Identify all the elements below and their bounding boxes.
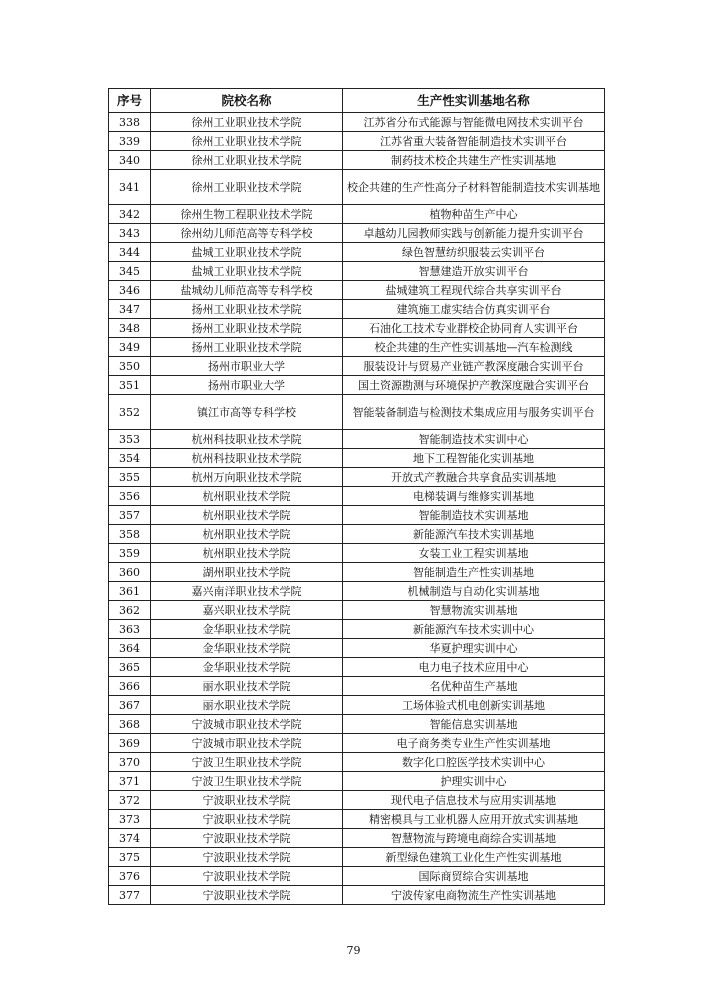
- header-serial-number: 序号: [109, 89, 151, 113]
- row-base-name: 女装工业工程实训基地: [343, 544, 605, 563]
- row-school-name: 镇江市高等专科学校: [151, 395, 343, 430]
- row-school-name: 扬州市职业大学: [151, 357, 343, 376]
- row-base-name: 地下工程智能化实训基地: [343, 449, 605, 468]
- row-school-name: 杭州职业技术学院: [151, 544, 343, 563]
- row-base-name: 电梯装调与维修实训基地: [343, 487, 605, 506]
- row-serial-number: 342: [109, 205, 151, 224]
- row-serial-number: 365: [109, 658, 151, 677]
- row-base-name: 智慧建造开放实训平台: [343, 262, 605, 281]
- row-serial-number: 351: [109, 376, 151, 395]
- row-base-name: 智能信息实训基地: [343, 715, 605, 734]
- row-school-name: 湖州职业技术学院: [151, 563, 343, 582]
- row-base-name: 开放式产教融合共享食品实训基地: [343, 468, 605, 487]
- table-row: [109, 376, 605, 395]
- table-row: [109, 243, 605, 262]
- row-base-name: 江苏省重大装备智能制造技术实训平台: [343, 132, 605, 151]
- row-base-name: 石油化工技术专业群校企协同育人实训平台: [343, 319, 605, 338]
- table-row: [109, 886, 605, 905]
- row-base-name: 制药技术校企共建生产性实训基地: [343, 151, 605, 170]
- table-row: [109, 639, 605, 658]
- row-school-name: 徐州幼儿师范高等专科学校: [151, 224, 343, 243]
- row-base-name: 电子商务类专业生产性实训基地: [343, 734, 605, 753]
- row-school-name: 宁波职业技术学院: [151, 867, 343, 886]
- table-row: [109, 281, 605, 300]
- row-serial-number: 343: [109, 224, 151, 243]
- row-base-name: 智能制造生产性实训基地: [343, 563, 605, 582]
- row-serial-number: 353: [109, 430, 151, 449]
- table-row: [109, 449, 605, 468]
- row-school-name: 宁波卫生职业技术学院: [151, 772, 343, 791]
- row-school-name: 杭州万向职业技术学院: [151, 468, 343, 487]
- table-row: [109, 696, 605, 715]
- row-base-name: 国际商贸综合实训基地: [343, 867, 605, 886]
- row-base-name: 植物种苗生产中心: [343, 205, 605, 224]
- row-base-name: 校企共建的生产性高分子材料智能制造技术实训基地: [343, 170, 605, 205]
- row-base-name: 现代电子信息技术与应用实训基地: [343, 791, 605, 810]
- row-school-name: 宁波职业技术学院: [151, 791, 343, 810]
- row-school-name: 宁波城市职业技术学院: [151, 715, 343, 734]
- table-row: [109, 395, 605, 430]
- row-base-name: 服装设计与贸易产业链产教深度融合实训平台: [343, 357, 605, 376]
- row-school-name: 扬州工业职业技术学院: [151, 338, 343, 357]
- table-row: [109, 357, 605, 376]
- table-body: [109, 113, 605, 905]
- table-row: [109, 132, 605, 151]
- row-serial-number: 367: [109, 696, 151, 715]
- table-row: [109, 205, 605, 224]
- row-school-name: 扬州市职业大学: [151, 376, 343, 395]
- row-base-name: 宁波传家电商物流生产性实训基地: [343, 886, 605, 905]
- row-serial-number: 370: [109, 753, 151, 772]
- row-school-name: 宁波职业技术学院: [151, 810, 343, 829]
- row-base-name: 新能源汽车技术实训基地: [343, 525, 605, 544]
- table-row: [109, 113, 605, 132]
- row-school-name: 杭州科技职业技术学院: [151, 430, 343, 449]
- row-base-name: 江苏省分布式能源与智能微电网技术实训平台: [343, 113, 605, 132]
- row-base-name: 电力电子技术应用中心: [343, 658, 605, 677]
- row-base-name: 国土资源勘测与环境保护产教深度融合实训平台: [343, 376, 605, 395]
- row-school-name: 丽水职业技术学院: [151, 677, 343, 696]
- row-serial-number: 361: [109, 582, 151, 601]
- training-base-table: [108, 88, 605, 905]
- table-row: [109, 506, 605, 525]
- table-row: [109, 544, 605, 563]
- row-base-name: 新能源汽车技术实训中心: [343, 620, 605, 639]
- row-base-name: 名优种苗生产基地: [343, 677, 605, 696]
- table-row: [109, 224, 605, 243]
- table-row: [109, 677, 605, 696]
- row-base-name: 数字化口腔医学技术实训中心: [343, 753, 605, 772]
- row-base-name: 卓越幼儿园教师实践与创新能力提升实训平台: [343, 224, 605, 243]
- row-school-name: 徐州工业职业技术学院: [151, 170, 343, 205]
- row-base-name: 校企共建的生产性实训基地—汽车检测线: [343, 338, 605, 357]
- row-base-name: 智慧物流实训基地: [343, 601, 605, 620]
- row-base-name: 智能装备制造与检测技术集成应用与服务实训平台: [343, 395, 605, 430]
- header-base-name: 生产性实训基地名称: [343, 89, 605, 113]
- row-serial-number: 354: [109, 449, 151, 468]
- row-serial-number: 372: [109, 791, 151, 810]
- header-school-name: 院校名称: [151, 89, 343, 113]
- table-row: [109, 601, 605, 620]
- row-serial-number: 374: [109, 829, 151, 848]
- row-serial-number: 371: [109, 772, 151, 791]
- row-school-name: 盐城工业职业技术学院: [151, 243, 343, 262]
- table-row: [109, 170, 605, 205]
- row-serial-number: 347: [109, 300, 151, 319]
- row-serial-number: 366: [109, 677, 151, 696]
- row-serial-number: 369: [109, 734, 151, 753]
- row-serial-number: 348: [109, 319, 151, 338]
- table-row: [109, 848, 605, 867]
- row-school-name: 宁波职业技术学院: [151, 829, 343, 848]
- row-base-name: 护理实训中心: [343, 772, 605, 791]
- table-row: [109, 658, 605, 677]
- row-serial-number: 375: [109, 848, 151, 867]
- row-serial-number: 376: [109, 867, 151, 886]
- row-serial-number: 345: [109, 262, 151, 281]
- table-row: [109, 582, 605, 601]
- row-base-name: 机械制造与自动化实训基地: [343, 582, 605, 601]
- row-school-name: 杭州职业技术学院: [151, 525, 343, 544]
- table-row: [109, 430, 605, 449]
- row-serial-number: 338: [109, 113, 151, 132]
- table-row: [109, 753, 605, 772]
- row-school-name: 徐州工业职业技术学院: [151, 151, 343, 170]
- table-header-row: [109, 89, 605, 113]
- row-base-name: 建筑施工虚实结合仿真实训平台: [343, 300, 605, 319]
- row-school-name: 扬州工业职业技术学院: [151, 319, 343, 338]
- table-row: [109, 262, 605, 281]
- row-base-name: 精密模具与工业机器人应用开放式实训基地: [343, 810, 605, 829]
- page-number: 79: [346, 944, 361, 957]
- row-school-name: 盐城工业职业技术学院: [151, 262, 343, 281]
- row-serial-number: 358: [109, 525, 151, 544]
- row-serial-number: 340: [109, 151, 151, 170]
- table-row: [109, 300, 605, 319]
- table-row: [109, 338, 605, 357]
- row-serial-number: 359: [109, 544, 151, 563]
- row-base-name: 智慧物流与跨境电商综合实训基地: [343, 829, 605, 848]
- row-school-name: 宁波城市职业技术学院: [151, 734, 343, 753]
- table-row: [109, 867, 605, 886]
- table-row: [109, 791, 605, 810]
- row-school-name: 宁波卫生职业技术学院: [151, 753, 343, 772]
- table-row: [109, 810, 605, 829]
- table-row: [109, 525, 605, 544]
- row-school-name: 宁波职业技术学院: [151, 886, 343, 905]
- row-school-name: 金华职业技术学院: [151, 639, 343, 658]
- row-serial-number: 362: [109, 601, 151, 620]
- row-serial-number: 339: [109, 132, 151, 151]
- row-serial-number: 346: [109, 281, 151, 300]
- row-serial-number: 349: [109, 338, 151, 357]
- row-serial-number: 350: [109, 357, 151, 376]
- row-school-name: 丽水职业技术学院: [151, 696, 343, 715]
- row-base-name: 智能制造技术实训基地: [343, 506, 605, 525]
- row-school-name: 嘉兴职业技术学院: [151, 601, 343, 620]
- row-school-name: 徐州生物工程职业技术学院: [151, 205, 343, 224]
- row-school-name: 徐州工业职业技术学院: [151, 113, 343, 132]
- row-serial-number: 356: [109, 487, 151, 506]
- row-base-name: 华夏护理实训中心: [343, 639, 605, 658]
- row-school-name: 金华职业技术学院: [151, 658, 343, 677]
- row-school-name: 杭州职业技术学院: [151, 506, 343, 525]
- table-row: [109, 468, 605, 487]
- row-serial-number: 355: [109, 468, 151, 487]
- row-base-name: 工场体验式机电创新实训基地: [343, 696, 605, 715]
- table-row: [109, 734, 605, 753]
- table-row: [109, 487, 605, 506]
- row-base-name: 新型绿色建筑工业化生产性实训基地: [343, 848, 605, 867]
- table-row: [109, 620, 605, 639]
- row-serial-number: 344: [109, 243, 151, 262]
- table-row: [109, 715, 605, 734]
- row-serial-number: 363: [109, 620, 151, 639]
- table-row: [109, 563, 605, 582]
- table-row: [109, 829, 605, 848]
- row-school-name: 徐州工业职业技术学院: [151, 132, 343, 151]
- row-serial-number: 341: [109, 170, 151, 205]
- row-school-name: 金华职业技术学院: [151, 620, 343, 639]
- row-school-name: 宁波职业技术学院: [151, 848, 343, 867]
- row-serial-number: 357: [109, 506, 151, 525]
- table-row: [109, 772, 605, 791]
- row-serial-number: 373: [109, 810, 151, 829]
- row-school-name: 扬州工业职业技术学院: [151, 300, 343, 319]
- row-school-name: 盐城幼儿师范高等专科学校: [151, 281, 343, 300]
- row-base-name: 绿色智慧纺织服装云实训平台: [343, 243, 605, 262]
- row-serial-number: 360: [109, 563, 151, 582]
- row-school-name: 杭州职业技术学院: [151, 487, 343, 506]
- row-base-name: 盐城建筑工程现代综合共享实训平台: [343, 281, 605, 300]
- row-serial-number: 364: [109, 639, 151, 658]
- row-serial-number: 368: [109, 715, 151, 734]
- table-row: [109, 151, 605, 170]
- table-row: [109, 319, 605, 338]
- row-school-name: 杭州科技职业技术学院: [151, 449, 343, 468]
- row-serial-number: 352: [109, 395, 151, 430]
- row-base-name: 智能制造技术实训中心: [343, 430, 605, 449]
- row-school-name: 嘉兴南洋职业技术学院: [151, 582, 343, 601]
- row-serial-number: 377: [109, 886, 151, 905]
